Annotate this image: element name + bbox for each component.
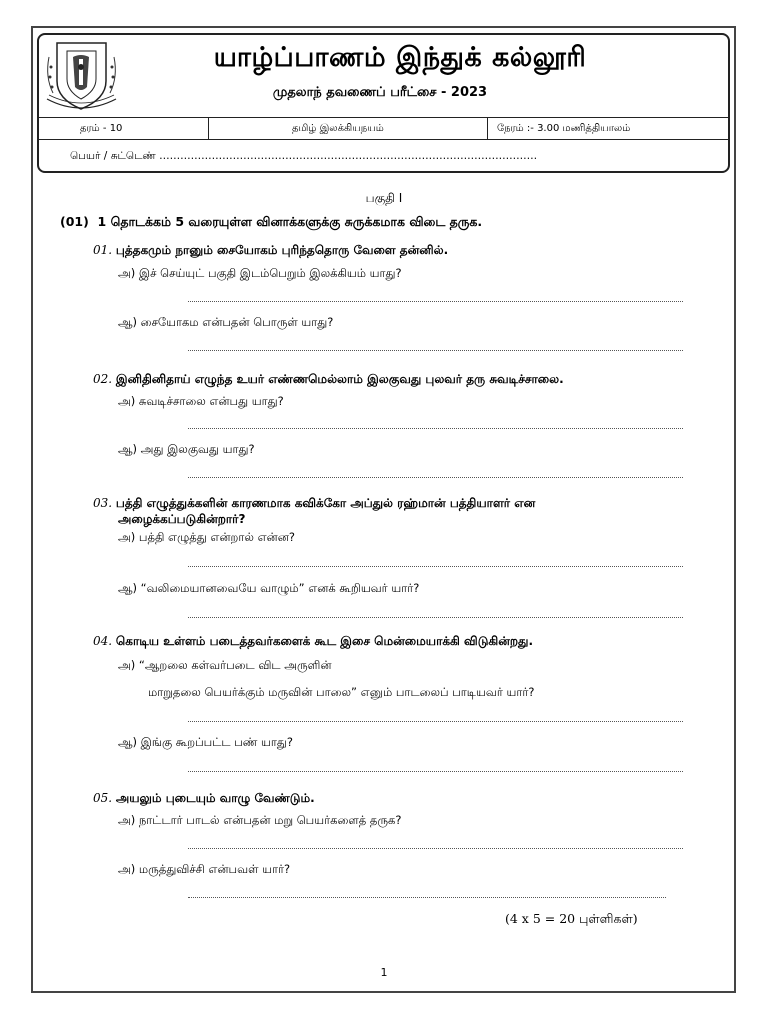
answer-line — [188, 428, 683, 429]
question-04 — [93, 634, 533, 650]
header-column-divider-2 — [487, 117, 488, 139]
marks-allocation: (4 x 5 = 20 புள்ளிகள்) — [505, 911, 638, 926]
instruction-number: (01) — [60, 214, 89, 229]
question-03-continued: அழைக்கப்படுகின்றார்? — [118, 512, 246, 526]
question-number: 02. — [93, 372, 113, 386]
section-title: பகுதி I — [365, 191, 403, 205]
grade-label: தரம் - 10 — [80, 123, 123, 134]
question-05 — [93, 791, 315, 807]
question-text: பத்தி எழுத்துக்களின் காரணமாக கவிக்கோ அப்துல் ரஹ்மான் பத்தியாளர் என — [115, 496, 536, 510]
question-text: கொடிய உள்ளம் படைத்தவர்களைக் கூட இசை மென்மையாக்கி விடுகின்றது. — [115, 634, 534, 648]
header-column-divider-1 — [208, 117, 209, 139]
answer-line — [188, 897, 666, 898]
answer-line — [188, 771, 683, 772]
answer-line — [188, 566, 683, 567]
question-03-sub-a: அ) பத்தி எழுத்து என்றால் என்ன? — [118, 530, 295, 544]
exam-title: முதலாந் தவணைப் பரீட்சை - 2023 — [272, 85, 488, 100]
question-01-sub-b: ஆ) சையோகம என்பதன் பொருள் யாது? — [118, 315, 334, 329]
question-04-sub-a-continued: மாறுதலை பெயர்க்கும் மருவின் பாலை” எனும் பாடலைப் பாடியவர் யார்? — [148, 685, 535, 699]
header-divider-top — [38, 117, 729, 118]
subject-label: தமிழ் இலக்கியநயம் — [292, 123, 384, 134]
question-number: 03. — [93, 496, 113, 510]
answer-line — [188, 617, 683, 618]
question-text: அயலும் புடையும் வாழு வேண்டும். — [115, 791, 315, 805]
question-05-sub-b: அ) மருத்துவிச்சி என்பவள் யார்? — [118, 862, 291, 876]
question-02-sub-b: ஆ) அது இலகுவது யாது? — [118, 442, 255, 456]
answer-line — [188, 301, 683, 302]
question-05-sub-a: அ) நாட்டார் பாடல் என்பதன் மறு பெயர்களைத் தருக? — [118, 813, 402, 827]
instruction-text: 1 தொடக்கம் 5 வரையுள்ள வினாக்களுக்கு சுருக்கமாக விடை தருக. — [97, 214, 483, 229]
question-01-sub-a: அ) இச் செய்யுட் பகுதி இடம்பெறும் இலக்கியம் யாது? — [118, 266, 402, 280]
question-01 — [93, 243, 448, 259]
question-number: 05. — [93, 791, 113, 805]
question-text: புத்தகமும் நானும் சையோகம் புரிந்ததொரு வேளை தன்னில். — [115, 243, 449, 257]
page-number: 1 — [380, 966, 388, 979]
time-label: நேரம் :- 3.00 மணித்தியாலம் — [497, 123, 631, 134]
school-name: யாழ்ப்பாணம் இந்துக் கல்லூரி — [213, 42, 587, 73]
school-crest-logo — [43, 37, 120, 113]
header-divider-middle — [38, 139, 729, 140]
question-03-sub-b: ஆ) “வலிமையானவையே வாழும்” எனக் கூறியவர் யார்? — [118, 581, 420, 595]
question-03 — [93, 496, 535, 512]
question-text: இனிதினிதாய் எழுந்த உயர் எண்ணமெல்லாம் இலகுவது புலவர் தரு சுவடிச்சாலை. — [115, 372, 564, 386]
question-04-sub-b: ஆ) இங்கு கூறப்பட்ட பண் யாது? — [118, 735, 293, 749]
answer-line — [188, 721, 683, 722]
question-02 — [93, 372, 564, 388]
question-number: 04. — [93, 634, 113, 648]
section-instruction — [60, 214, 482, 231]
name-index-field: பெயர் / சுட்டெண் ……………………………………………………………………………………………… — [70, 150, 538, 162]
question-02-sub-a: அ) சுவடிச்சாலை என்பது யாது? — [118, 394, 284, 408]
question-number: 01. — [93, 243, 113, 257]
answer-line — [188, 848, 683, 849]
answer-line — [188, 350, 683, 351]
question-04-sub-a: அ) “ஆறலை கள்வர்படை விட அருளின் — [118, 658, 332, 672]
answer-line — [188, 477, 683, 478]
